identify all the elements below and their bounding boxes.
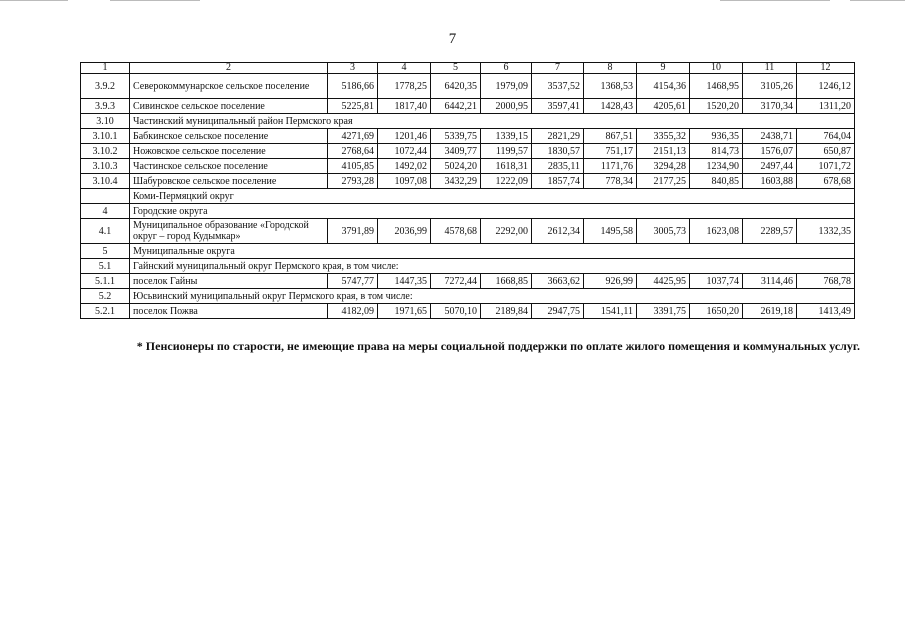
value-cell: 1971,65 xyxy=(378,304,431,319)
value-cell: 1817,40 xyxy=(378,99,431,114)
value-cell: 4205,61 xyxy=(637,99,690,114)
column-header: 7 xyxy=(532,63,584,74)
scan-edge-mark xyxy=(0,0,68,1)
value-cell: 1339,15 xyxy=(481,129,532,144)
table-row xyxy=(81,219,855,244)
table-row xyxy=(81,144,855,159)
value-cell: 4271,69 xyxy=(328,129,378,144)
value-cell: 2438,71 xyxy=(743,129,797,144)
value-cell: 3432,29 xyxy=(431,174,481,189)
value-cell: 1332,35 xyxy=(797,219,855,244)
value-cell: 3005,73 xyxy=(637,219,690,244)
value-cell: 2835,11 xyxy=(532,159,584,174)
column-header: 11 xyxy=(743,63,797,74)
table-row xyxy=(81,114,855,129)
value-cell: 2000,95 xyxy=(481,99,532,114)
table-row xyxy=(81,99,855,114)
value-cell: 1830,57 xyxy=(532,144,584,159)
value-cell: 3294,28 xyxy=(637,159,690,174)
row-code xyxy=(81,189,130,204)
row-code: 5.2.1 xyxy=(81,304,130,319)
table-row xyxy=(81,204,855,219)
row-name: Городские округа xyxy=(130,204,855,219)
header-row xyxy=(81,63,855,74)
table-row xyxy=(81,304,855,319)
value-cell: 3537,52 xyxy=(532,74,584,99)
value-cell: 5024,20 xyxy=(431,159,481,174)
value-cell: 6420,35 xyxy=(431,74,481,99)
value-cell: 5747,77 xyxy=(328,274,378,289)
value-cell: 7272,44 xyxy=(431,274,481,289)
value-cell: 4425,95 xyxy=(637,274,690,289)
value-cell: 1541,11 xyxy=(584,304,637,319)
value-cell: 3663,62 xyxy=(532,274,584,289)
value-cell: 2177,25 xyxy=(637,174,690,189)
row-code: 5 xyxy=(81,244,130,259)
row-code: 3.10.2 xyxy=(81,144,130,159)
scan-edge-mark xyxy=(720,0,830,1)
value-cell: 2151,13 xyxy=(637,144,690,159)
table-row xyxy=(81,174,855,189)
value-cell: 5186,66 xyxy=(328,74,378,99)
value-cell: 1222,09 xyxy=(481,174,532,189)
value-cell: 2768,64 xyxy=(328,144,378,159)
value-cell: 3105,26 xyxy=(743,74,797,99)
row-name: Бабкинское сельское поселение xyxy=(130,129,328,144)
column-header: 2 xyxy=(130,63,328,74)
footnote: * Пенсионеры по старости, не имеющие права на меры социальной поддержки по оплате жилого помещения и коммунальных услуг. xyxy=(136,339,860,353)
row-name: поселок Гайны xyxy=(130,274,328,289)
table-row xyxy=(81,74,855,99)
value-cell: 768,78 xyxy=(797,274,855,289)
value-cell: 3597,41 xyxy=(532,99,584,114)
value-cell: 814,73 xyxy=(690,144,743,159)
scan-edge-mark xyxy=(850,0,905,1)
row-name: поселок Пожва xyxy=(130,304,328,319)
value-cell: 4182,09 xyxy=(328,304,378,319)
value-cell: 2189,84 xyxy=(481,304,532,319)
value-cell: 1603,88 xyxy=(743,174,797,189)
value-cell: 1576,07 xyxy=(743,144,797,159)
value-cell: 2619,18 xyxy=(743,304,797,319)
row-code: 3.9.3 xyxy=(81,99,130,114)
value-cell: 1623,08 xyxy=(690,219,743,244)
value-cell: 2036,99 xyxy=(378,219,431,244)
value-cell: 1413,49 xyxy=(797,304,855,319)
value-cell: 2289,57 xyxy=(743,219,797,244)
column-header: 6 xyxy=(481,63,532,74)
value-cell: 1618,31 xyxy=(481,159,532,174)
value-cell: 2612,34 xyxy=(532,219,584,244)
row-name: Юсьвинский муниципальный округ Пермского края, в том числе: xyxy=(130,289,855,304)
row-code: 5.1 xyxy=(81,259,130,274)
column-header: 1 xyxy=(81,63,130,74)
value-cell: 1097,08 xyxy=(378,174,431,189)
value-cell: 5225,81 xyxy=(328,99,378,114)
value-cell: 2497,44 xyxy=(743,159,797,174)
table-row xyxy=(81,259,855,274)
column-header: 12 xyxy=(797,63,855,74)
value-cell: 3114,46 xyxy=(743,274,797,289)
column-header: 3 xyxy=(328,63,378,74)
value-cell: 1492,02 xyxy=(378,159,431,174)
column-header: 5 xyxy=(431,63,481,74)
row-code: 5.2 xyxy=(81,289,130,304)
value-cell: 3355,32 xyxy=(637,129,690,144)
value-cell: 4105,85 xyxy=(328,159,378,174)
value-cell: 1650,20 xyxy=(690,304,743,319)
value-cell: 6442,21 xyxy=(431,99,481,114)
row-name: Коми-Пермяцкий округ xyxy=(130,189,855,204)
row-code: 3.9.2 xyxy=(81,74,130,99)
data-table xyxy=(80,62,855,319)
table-row xyxy=(81,274,855,289)
value-cell: 1468,95 xyxy=(690,74,743,99)
value-cell: 936,35 xyxy=(690,129,743,144)
value-cell: 678,68 xyxy=(797,174,855,189)
value-cell: 1368,53 xyxy=(584,74,637,99)
value-cell: 4154,36 xyxy=(637,74,690,99)
value-cell: 3791,89 xyxy=(328,219,378,244)
value-cell: 1072,44 xyxy=(378,144,431,159)
value-cell: 764,04 xyxy=(797,129,855,144)
row-name: Частинский муниципальный район Пермского края xyxy=(130,114,855,129)
value-cell: 3391,75 xyxy=(637,304,690,319)
row-code: 3.10.4 xyxy=(81,174,130,189)
column-header: 10 xyxy=(690,63,743,74)
row-code: 3.10.3 xyxy=(81,159,130,174)
value-cell: 1447,35 xyxy=(378,274,431,289)
value-cell: 2821,29 xyxy=(532,129,584,144)
row-name: Гайнский муниципальный округ Пермского края, в том числе: xyxy=(130,259,855,274)
table-row xyxy=(81,129,855,144)
value-cell: 4578,68 xyxy=(431,219,481,244)
column-header: 4 xyxy=(378,63,431,74)
row-name: Частинское сельское поселение xyxy=(130,159,328,174)
value-cell: 751,17 xyxy=(584,144,637,159)
value-cell: 1246,12 xyxy=(797,74,855,99)
row-name: Муниципальное образование «Городской округ – город Кудымкар» xyxy=(130,219,328,244)
row-name: Северокоммунарское сельское поселение xyxy=(130,74,328,99)
table-row xyxy=(81,189,855,204)
value-cell: 1171,76 xyxy=(584,159,637,174)
value-cell: 1520,20 xyxy=(690,99,743,114)
column-header: 9 xyxy=(637,63,690,74)
value-cell: 1428,43 xyxy=(584,99,637,114)
value-cell: 1857,74 xyxy=(532,174,584,189)
value-cell: 1778,25 xyxy=(378,74,431,99)
row-code: 4.1 xyxy=(81,219,130,244)
value-cell: 1311,20 xyxy=(797,99,855,114)
value-cell: 1668,85 xyxy=(481,274,532,289)
page-number: 7 xyxy=(448,31,457,47)
value-cell: 2292,00 xyxy=(481,219,532,244)
value-cell: 3409,77 xyxy=(431,144,481,159)
row-name: Сивинское сельское поселение xyxy=(130,99,328,114)
row-name: Муниципальные округа xyxy=(130,244,855,259)
value-cell: 5339,75 xyxy=(431,129,481,144)
row-code: 4 xyxy=(81,204,130,219)
value-cell: 1201,46 xyxy=(378,129,431,144)
row-name: Ножовское сельское поселение xyxy=(130,144,328,159)
value-cell: 650,87 xyxy=(797,144,855,159)
table-row xyxy=(81,289,855,304)
value-cell: 1071,72 xyxy=(797,159,855,174)
value-cell: 778,34 xyxy=(584,174,637,189)
scan-edge-mark xyxy=(110,0,200,1)
value-cell: 926,99 xyxy=(584,274,637,289)
row-code: 3.10 xyxy=(81,114,130,129)
table-row xyxy=(81,244,855,259)
value-cell: 5070,10 xyxy=(431,304,481,319)
value-cell: 1037,74 xyxy=(690,274,743,289)
table-row xyxy=(81,159,855,174)
value-cell: 1234,90 xyxy=(690,159,743,174)
row-code: 3.10.1 xyxy=(81,129,130,144)
value-cell: 2793,28 xyxy=(328,174,378,189)
value-cell: 3170,34 xyxy=(743,99,797,114)
value-cell: 1495,58 xyxy=(584,219,637,244)
row-name: Шабуровское сельское поселение xyxy=(130,174,328,189)
value-cell: 840,85 xyxy=(690,174,743,189)
value-cell: 2947,75 xyxy=(532,304,584,319)
row-code: 5.1.1 xyxy=(81,274,130,289)
value-cell: 867,51 xyxy=(584,129,637,144)
column-header: 8 xyxy=(584,63,637,74)
value-cell: 1199,57 xyxy=(481,144,532,159)
value-cell: 1979,09 xyxy=(481,74,532,99)
